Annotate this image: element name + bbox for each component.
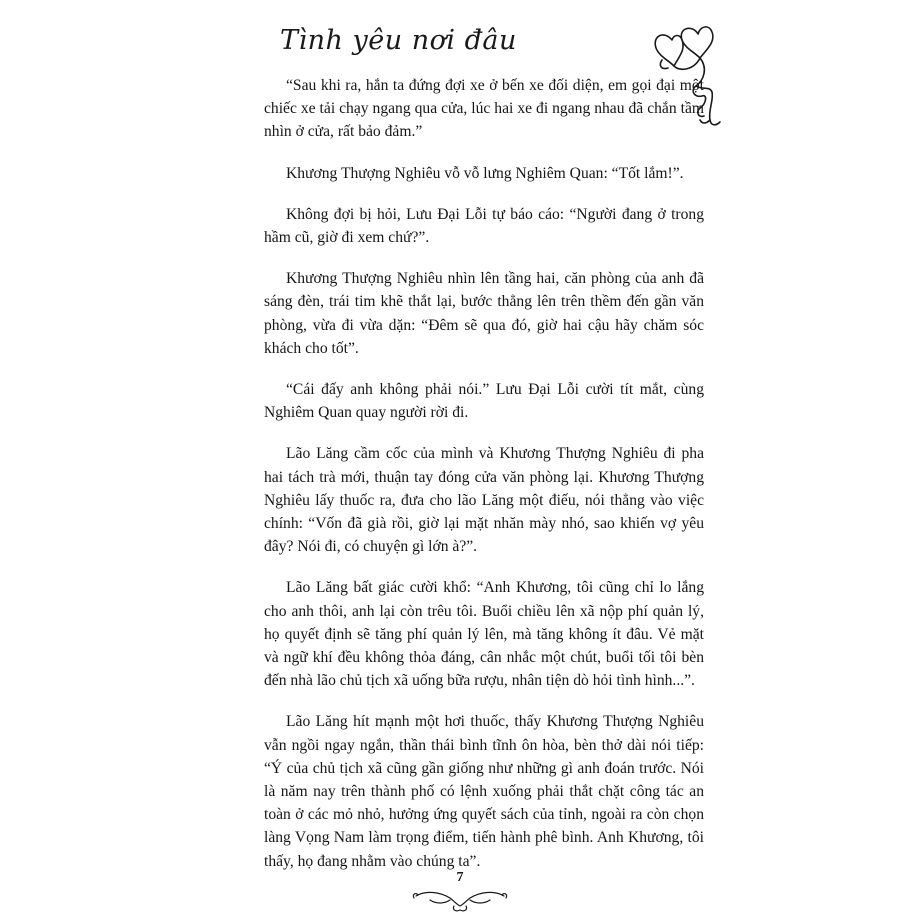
paragraph: “Sau khi ra, hắn ta đứng đợi xe ở bến xe đối diện, em gọi đại một chiếc xe tải chạy ngang qua cửa, lúc hai xe đi ngang nhau đã chắn tầm nhìn ở cửa, rất bảo đảm.”	[264, 77, 704, 141]
flourish-icon	[410, 886, 510, 914]
paragraph: Khương Thượng Nghiêu vỗ vỗ lưng Nghiêm Quan: “Tốt lắm!”.	[286, 164, 684, 182]
page-footer	[400, 870, 520, 918]
paragraph: Lão Lăng hít mạnh một hơi thuốc, thấy Khương Thượng Nghiêu vẫn ngồi ngay ngắn, thần thái bình tĩnh ôn hòa, bèn thở dài nói tiếp: “Ý của chủ tịch xã cũng gần giống như những gì anh đoán trước. Nói là năm nay trên thành phố có lệnh xuống phải thắt chặt công tác an toàn ở các mỏ nhỏ, hưởng ứng quyết sách của tỉnh, ngoài ra còn chọn làng Vọng Nam làm trọng điểm, tiến hành phê bình. Anh Khương, tôi thấy, họ đang nhằm vào chúng ta”.	[264, 713, 704, 870]
paragraph: “Cái đấy anh không phải nói.” Lưu Đại Lỗi cười tít mắt, cùng Nghiêm Quan quay người rời đi.	[264, 381, 704, 422]
paragraph: Không đợi bị hỏi, Lưu Đại Lỗi tự báo cáo: “Người đang ở trong hầm cũ, giờ đi xem chứ?”.	[264, 205, 704, 247]
paragraph: Lão Lăng cầm cốc của mình và Khương Thượng Nghiêu đi pha hai tách trà mới, thuận tay đóng cửa văn phòng lại. Khương Thượng Nghiêu lấy thuốc ra, đưa cho lão Lăng một điếu, nói thẳng vào việc chính: “Vốn đã già rồi, giờ lại mặt nhăn mày nhó, sao khiến vợ yêu đây? Nói đi, có chuyện gì lớn à?”.	[264, 445, 704, 556]
page-body	[264, 74, 704, 891]
page-number: 7	[456, 870, 464, 885]
paragraph: Lão Lăng bất giác cười khổ: “Anh Khương, tôi cũng chỉ lo lắng cho anh thôi, anh lại còn trêu tôi. Buổi chiều lên xã nộp phí quản lý, họ quyết định sẽ tăng phí quản lý lên, mà tăng không ít đâu. Vẻ mặt và ngữ khí đều không thỏa đáng, cân nhắc một chút, buổi tối tôi bèn đến nhà lão chủ tịch xã uống bữa rượu, nhân tiện dò hỏi tình hình...”.	[264, 579, 704, 690]
paragraph: Khương Thượng Nghiêu nhìn lên tầng hai, căn phòng của anh đã sáng đèn, trái tim khẽ thắt lại, bước thẳng lên trên thềm đến gần văn phòng, vừa đi vừa dặn: “Đêm sẽ qua đó, giờ hai cậu hãy chăm sóc khách cho tốt”.	[264, 270, 704, 357]
book-title: Tình yêu nơi đâu	[280, 25, 517, 56]
